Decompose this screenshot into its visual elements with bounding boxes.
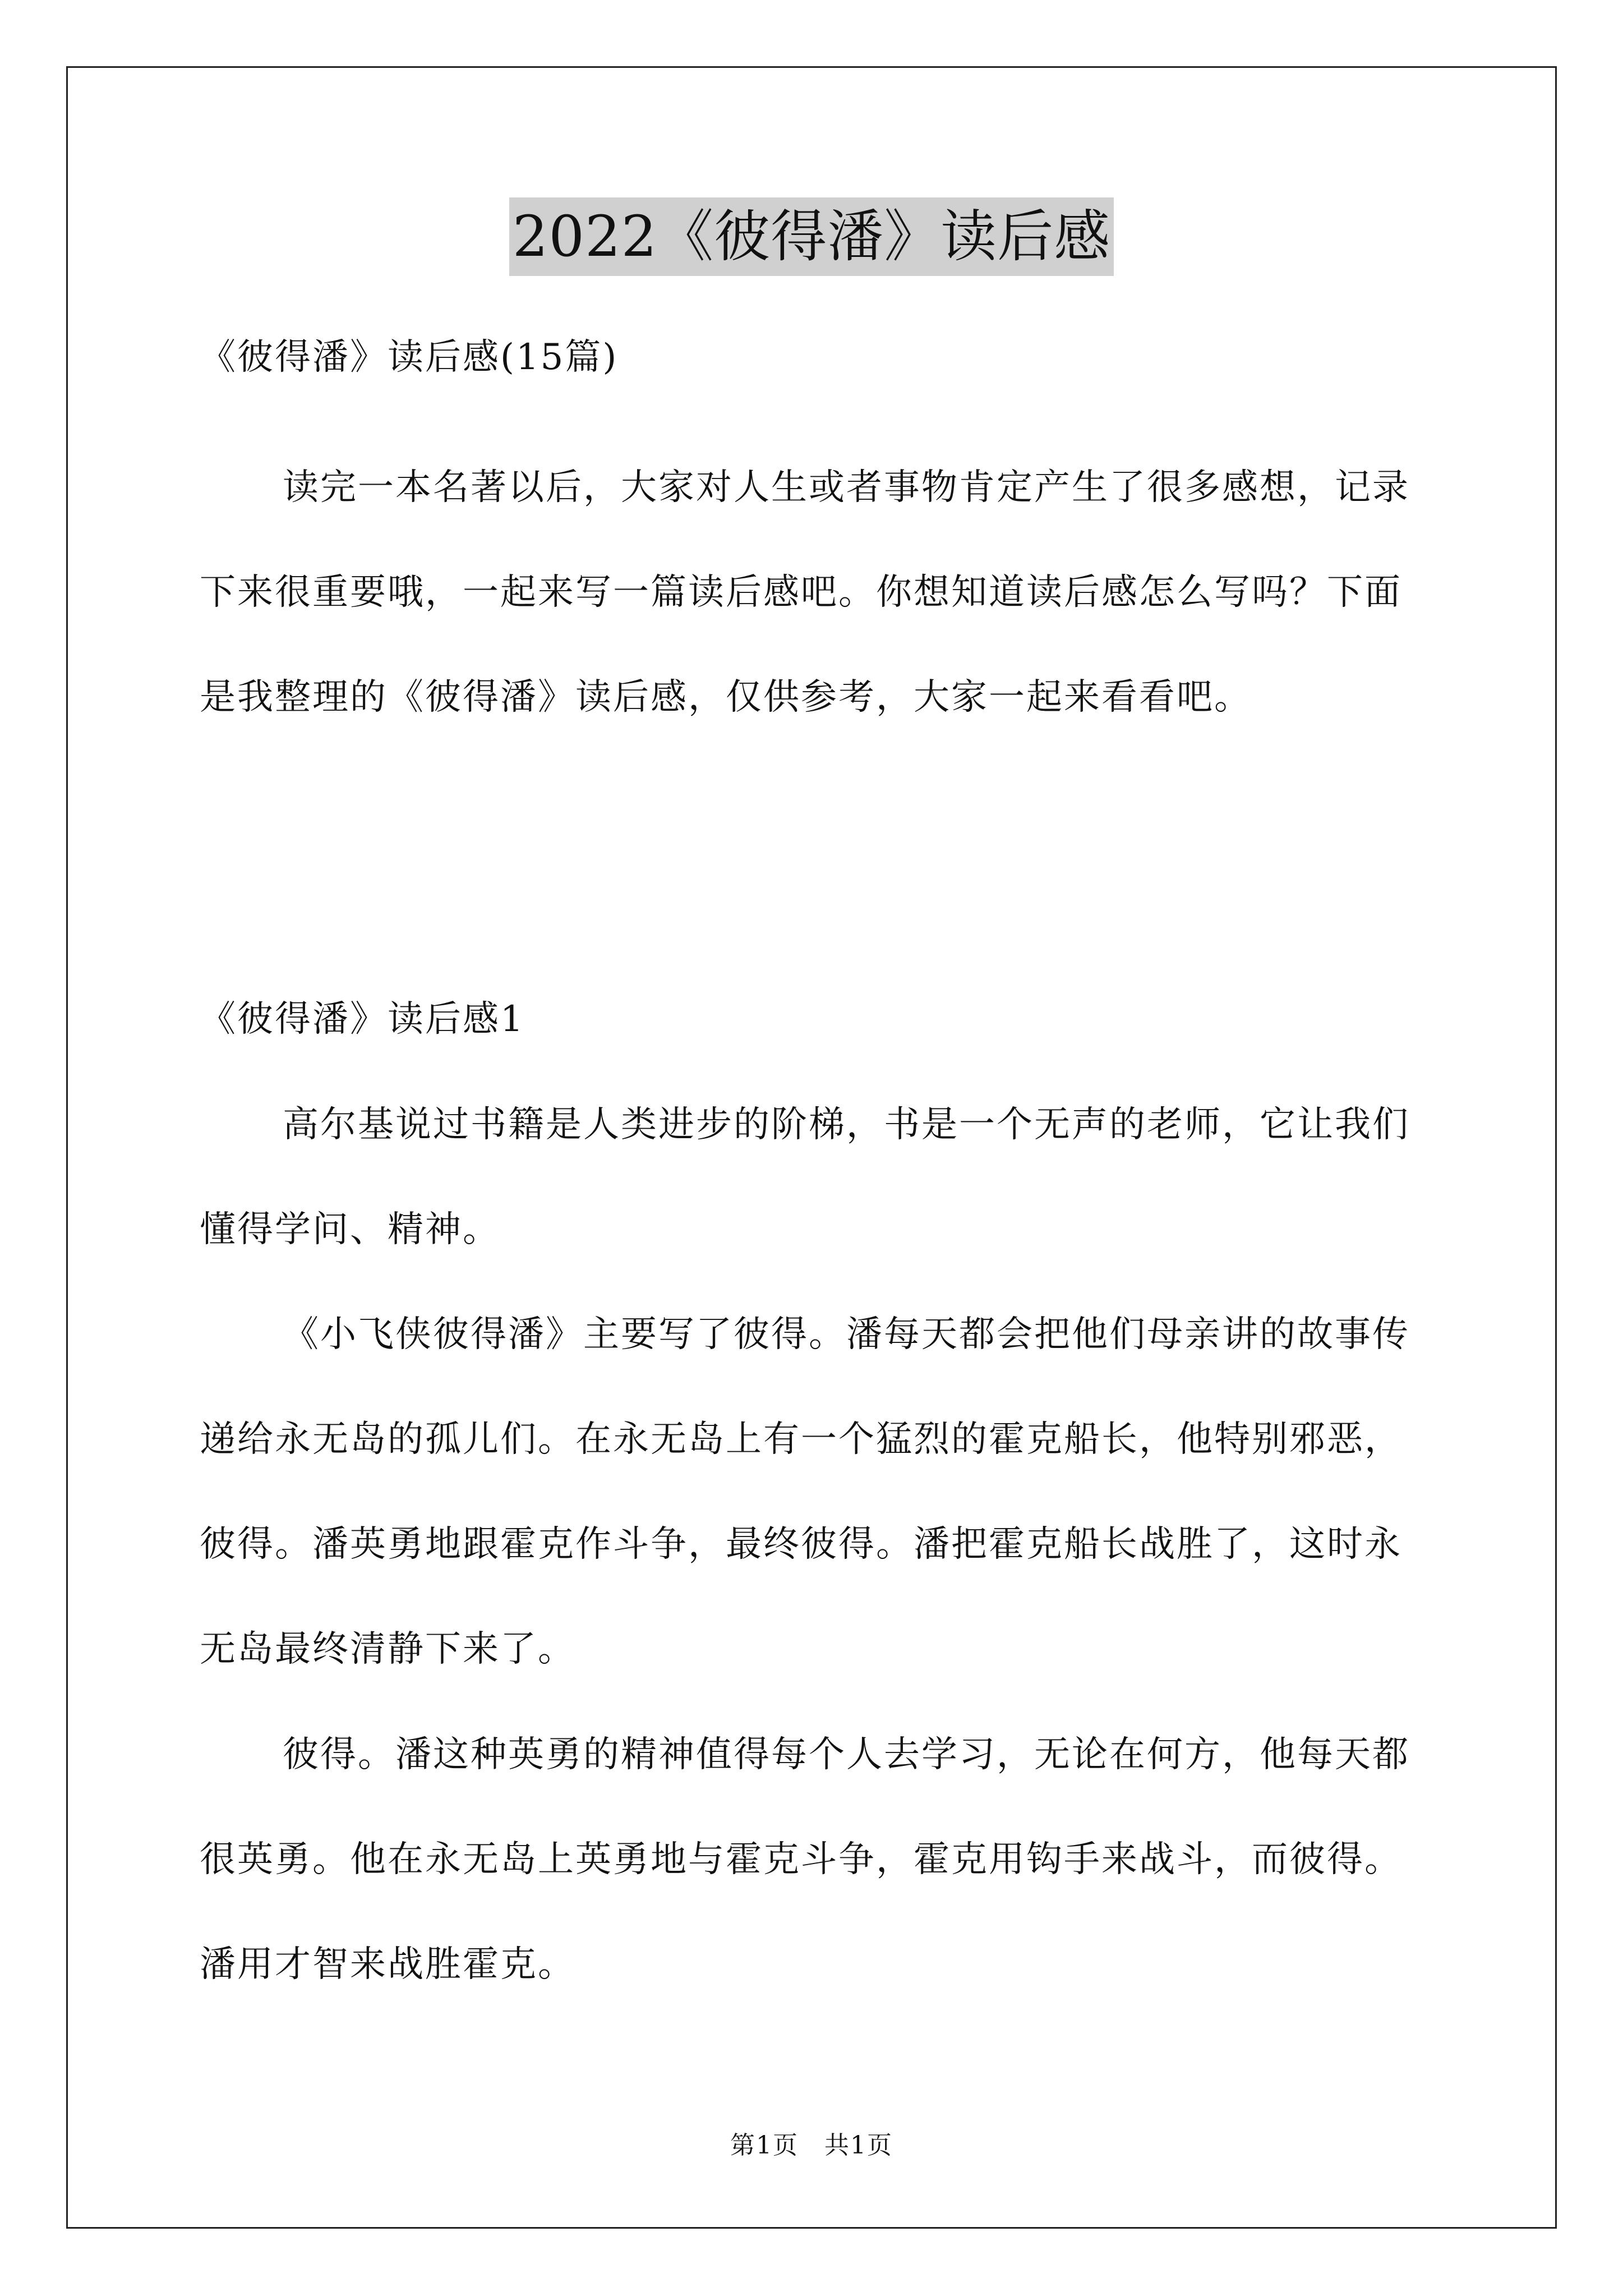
title-container — [0, 197, 1623, 276]
document-title: 2022《彼得潘》读后感 — [509, 197, 1114, 276]
body-paragraph: 《小飞侠彼得潘》主要写了彼得。潘每天都会把他们母亲讲的故事传递给永无岛的孤儿们。在永无岛上有一个猛烈的霍克船长，他特别邪恶，彼得。潘英勇地跟霍克作斗争，最终彼得。潘把霍克船长战胜了，这时永无岛最终清静下来了。 — [200, 1314, 1410, 1670]
page-footer: 第1页 共1页 — [730, 2131, 893, 2160]
intro-paragraph: 读完一本名著以后，大家对人生或者事物肯定产生了很多感想，记录下来很重要哦，一起来写一篇读后感吧。你想知道读后感怎么写吗？下面是我整理的《彼得潘》读后感，仅供参考，大家一起来看看吧。 — [200, 467, 1410, 718]
body-paragraph: 高尔基说过书籍是人类进步的阶梯，书是一个无声的老师，它让我们懂得学问、精神。 — [200, 1104, 1410, 1250]
document-subtitle: 《彼得潘》读后感(15篇) — [200, 337, 619, 378]
section-heading: 《彼得潘》读后感1 — [200, 999, 525, 1040]
body-paragraph: 彼得。潘这种英勇的精神值得每个人去学习，无论在何方，他每天都很英勇。他在永无岛上英勇地与霍克斗争，霍克用钩手来战斗，而彼得。潘用才智来战胜霍克。 — [200, 1734, 1410, 1985]
